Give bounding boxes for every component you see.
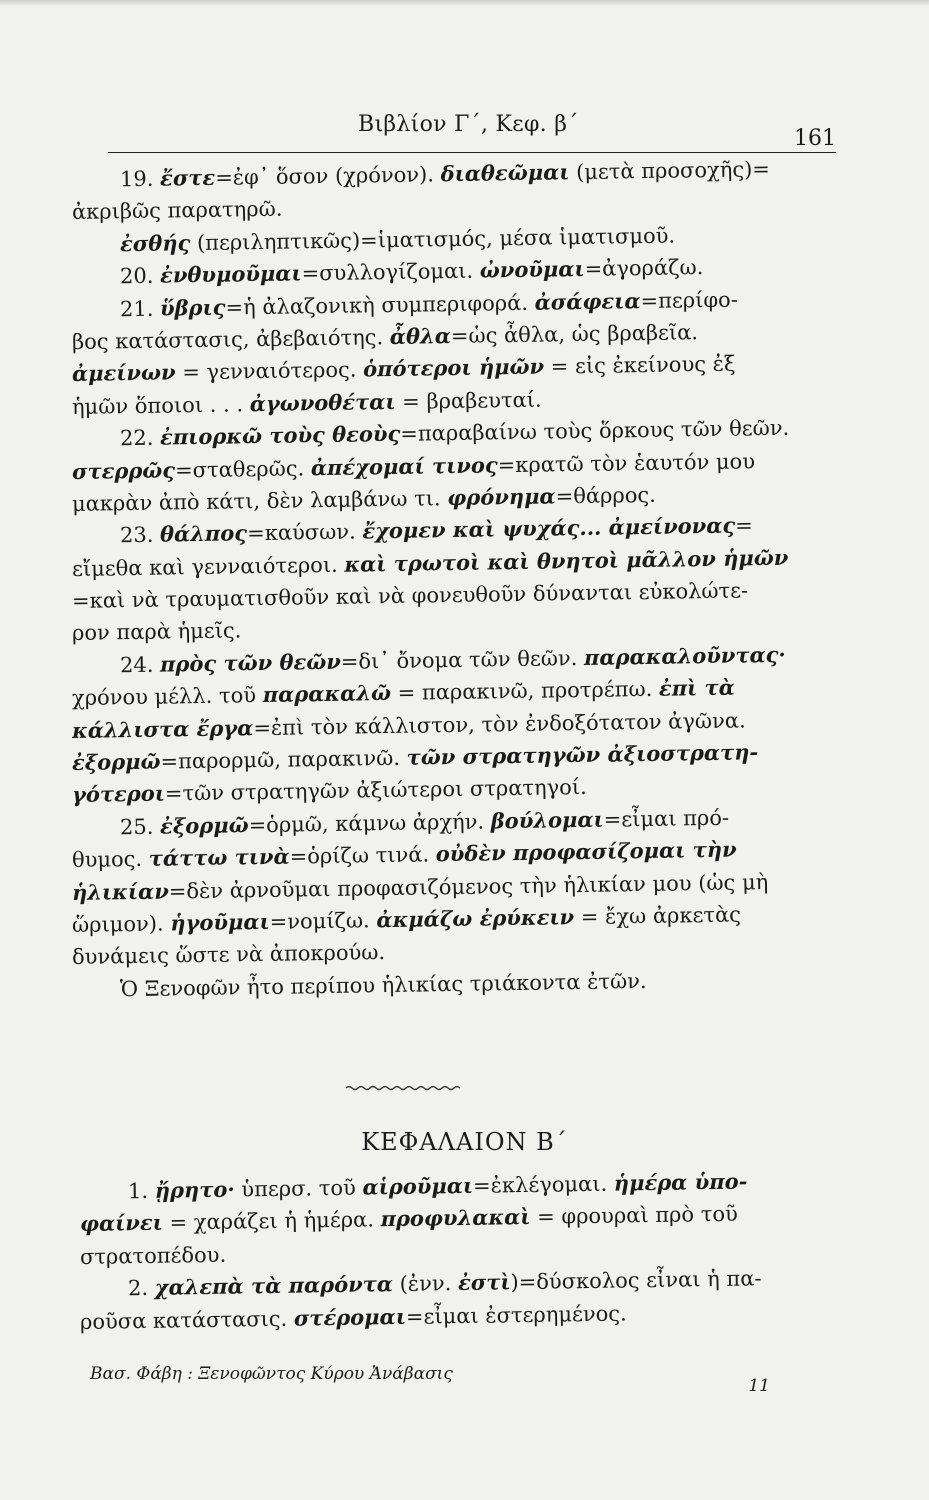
headword: στέρομαι (293, 1303, 407, 1331)
gloss-text: =εἶμαι πρό- (603, 805, 730, 832)
headword: οὐδὲν προφασίζομαι τὴν (435, 836, 737, 867)
gloss-text: =σταθερῶς. (174, 455, 312, 482)
headword: ἐστὶ (457, 1269, 511, 1296)
gloss-text: =ἐπὶ τὸν κάλλιστον, τὸν ἐνδοξότατον ἀγῶνα. (253, 708, 746, 740)
headword: γότεροι (71, 780, 166, 808)
gloss-text: χρόνου μέλλ. τοῦ (71, 683, 263, 711)
gloss-text: 21. (119, 296, 161, 321)
headword: διαθεῶμαι (440, 159, 570, 187)
headword: προφυλακαὶ (380, 1204, 531, 1232)
headword: ᾔρητο· (154, 1176, 235, 1203)
gloss-text: =περίφο- (640, 287, 739, 313)
gloss-text: =ἐκλέγομαι. (472, 1171, 615, 1198)
gloss-text: 2. (127, 1275, 155, 1301)
gloss-text: στρατοπέδου. (79, 1242, 227, 1269)
headword: κάλλιστα ἔργα (71, 714, 254, 743)
gloss-text: =ὁρίζω τινά. (289, 842, 436, 869)
headword: τῶν στρατηγῶν ἀξιοστρατη- (406, 739, 759, 770)
gloss-text: ἡμῶν ὅποιοι . . . (71, 391, 250, 419)
headword: καὶ τρωτοὶ καὶ θνητοὶ μᾶλλον ἡμῶν (344, 544, 789, 577)
headword: ἀμείνων (71, 359, 176, 387)
headword: ἐπιορκῶ τοὺς θεοὺς (159, 420, 401, 450)
headword: ὕβρις (159, 294, 226, 321)
gloss-text: 22. (119, 425, 161, 451)
page-number: 161 (794, 126, 836, 151)
headword: ἔστε (159, 164, 216, 191)
gloss-text: =παραβαίνω τοὺς ὅρκους τῶν θεῶν. (400, 415, 790, 446)
gloss-text: μακρὰν ἀπὸ κάτι, δὲν λαμβάνω τι. (71, 486, 448, 516)
headword: ἀπέχομαί τινος (310, 451, 498, 480)
gloss-text: = παρακινῶ, προτρέπω. (390, 677, 660, 706)
headword: ὠνοῦμαι (479, 256, 585, 283)
gloss-text: ἀκριβῶς παρατηρῶ. (71, 197, 283, 225)
gloss-text: = (734, 513, 753, 538)
headword: πρὸς τῶν θεῶν (159, 648, 342, 677)
gloss-text: 1. (127, 1178, 155, 1204)
headword: χαλεπὰ τὰ παρόντα (154, 1271, 394, 1300)
gloss-text: =συλλογίζομαι. (301, 258, 480, 286)
headword: φαίνει (79, 1210, 164, 1237)
gloss-text: (μετὰ προσοχῆς)= (569, 157, 771, 185)
gloss-text: = εἰς ἐκείνους ἐξ (543, 351, 736, 379)
gloss-text: =κρατῶ τὸν ἑαυτόν μου (497, 448, 756, 477)
gloss-text: 23. (119, 522, 161, 548)
gloss-text: =καύσων. (246, 519, 363, 546)
gloss-text: =ὡς ἆθλα, ὡς βραβεῖα. (450, 320, 699, 348)
headword: ἀσάφεια (534, 287, 641, 315)
gloss-text: (ἐνν. (392, 1271, 459, 1297)
headword: φρόνημα (447, 483, 556, 511)
headword: ἡλικίαν (71, 878, 169, 905)
gloss-text: ὑπερσ. τοῦ (234, 1175, 363, 1202)
gloss-text: 20. (119, 263, 161, 289)
headword: ἀκμάζω ἐρύκειν (376, 904, 575, 933)
gloss-text: Ὁ Ξενοφῶν ἦτο περίπου ἡλικίας τριάκοντα ἐτῶν. (119, 968, 647, 1002)
running-header (108, 112, 836, 152)
commentary-text (71, 157, 838, 1006)
gloss-text: =θάρρος. (555, 482, 656, 509)
gloss-text: = βραβευταί. (395, 387, 542, 414)
gloss-text: ρον παρὰ ἡμεῖς. (71, 618, 242, 646)
gloss-text: =δὲν ἀρνοῦμαι προφασιζόμενος τὴν ἡλικίαν μου (ὡς μὴ (168, 869, 769, 904)
headword: ἐπὶ τὰ (658, 674, 736, 702)
headword: παρακαλοῦντας· (583, 641, 786, 670)
headword: ἐξορμῶ (159, 812, 249, 839)
running-title: Βιβλίον Γ΄, Κεφ. β΄ (358, 112, 579, 137)
headword: ἔχομεν καὶ ψυχάς... ἀμείνονας (362, 512, 736, 544)
headword: ἡμέρα ὑπο- (613, 1168, 748, 1196)
gloss-text: =ἀγοράζω. (584, 255, 704, 282)
gloss-text: δυνάμεις ὥστε νὰ ἀποκρούω. (71, 940, 386, 970)
headword: ἐσθής (119, 229, 191, 257)
headword: τάττω τινὰ (148, 843, 290, 871)
headword: ὁπότεροι ἡμῶν (362, 353, 545, 382)
gloss-text: )=δύσκολος εἶναι ἡ πα- (510, 1266, 762, 1295)
headword: ἀγωνοθέται (249, 388, 396, 416)
gloss-text: = ἔχω ἀρκετὰς (573, 902, 742, 930)
headword: ἆθλα (389, 323, 452, 349)
gloss-text: 25. (119, 814, 161, 840)
gloss-text: =δι᾽ ὄνομα τῶν θεῶν. (340, 645, 585, 674)
headword: στερρῶς (71, 456, 176, 484)
section-separator (344, 1084, 464, 1092)
headword: παρακαλῶ (262, 680, 392, 708)
page-footer (90, 1364, 770, 1394)
headword: ἐξορμῶ (71, 748, 161, 776)
headword: θάλπος (159, 520, 248, 547)
gloss-text: ροῦσα κατάστασις. (79, 1306, 295, 1334)
chapter-title: ΚΕΦΑΛΑΙΟΝ Β΄ (361, 1128, 568, 1156)
gloss-text: =ἡ ἀλαζονικὴ συμπεριφορά. (225, 290, 535, 320)
gloss-text: =τῶν στρατηγῶν ἀξιώτεροι στρατηγοί. (164, 775, 587, 806)
gloss-text: = φρουραὶ πρὸ τοῦ (530, 1202, 738, 1230)
gloss-text: βος κατάστασις, ἀβεβαιότης. (71, 324, 391, 354)
gloss-text: =παρορμῶ, παρακινῶ. (160, 745, 407, 774)
gloss-text: εἴμεθα καὶ γενναιότεροι. (71, 552, 345, 581)
gloss-text: = γενναιότερος. (175, 357, 364, 385)
gloss-text: =νομίζω. (269, 908, 377, 934)
gloss-text: 19. (119, 166, 161, 192)
gloss-text: ὥριμον). (71, 911, 171, 937)
headword: αἱροῦμαι (362, 1172, 474, 1200)
chapter-commentary-text (79, 1168, 800, 1338)
headword: βούλομαι (490, 806, 604, 834)
page-edge (0, 0, 929, 6)
headword: ἡγοῦμαι (170, 908, 270, 936)
gloss-text: (περιληπτικῶς)=ἱματισμός, μέσα ἱματισμοῦ. (190, 223, 676, 255)
gloss-text: 24. (119, 652, 161, 678)
headword: ἐνθυμοῦμαι (159, 260, 302, 288)
gloss-text: =καὶ νὰ τραυματισθοῦν καὶ νὰ φονευθοῦν δύνανται εὐκολώτε- (71, 578, 749, 614)
gloss-text: = χαράζει ἡ ἡμέρα. (162, 1207, 381, 1236)
signature-mark: 11 (748, 1376, 770, 1396)
gloss-text: =ὁρμῶ, κάμνω ἀρχήν. (248, 809, 491, 838)
gloss-text: =εἶμαι ἐστερημένος. (405, 1300, 627, 1329)
gloss-text: =ἐφ᾽ ὅσον (χρόνον). (215, 162, 441, 190)
gloss-text: θυμος. (71, 846, 149, 873)
footer-book-title: Βασ. Φάβη : Ξενοφῶντος Κύρου Ἀνάβασις (90, 1364, 453, 1384)
